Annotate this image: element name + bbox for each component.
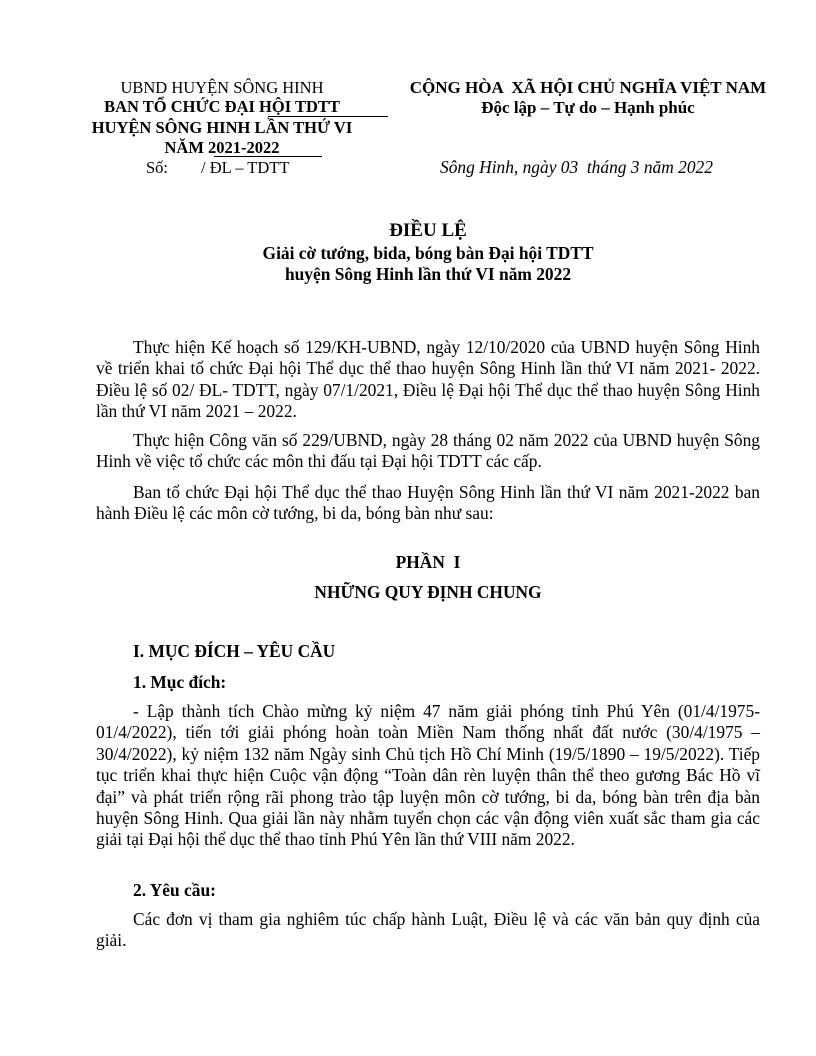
issuer-authority: UBND HUYỆN SÔNG HINH [120,78,324,97]
document-number: Số: / ĐL – TDTT [146,158,290,177]
issuer-term: NĂM 2021-2022 [164,138,280,157]
issuer-underline-2 [214,156,322,157]
place-and-date: Sông Hinh, ngày 03 tháng 3 năm 2022 [440,157,713,177]
intro-paragraph-3: Ban tổ chức Đại hội Thể dục thể thao Huyện Sông Hinh lần thứ VI năm 2021-2022 ban hành Điều lệ các môn cờ tướng, bi da, bóng bàn như sau: [96,482,760,524]
issuer-organization-line2: HUYỆN SÔNG HINH LẦN THỨ VI [91,118,353,137]
purpose-heading: 1. Mục đích: [133,672,227,692]
document-subtitle-line2: huyện Sông Hinh lần thứ VI năm 2022 [284,264,572,284]
part-label: PHẦN I [395,552,461,572]
national-motto: Độc lập – Tự do – Hạnh phúc [481,98,695,117]
intro-paragraph-1: Thực hiện Kế hoạch số 129/KH-UBND, ngày 12/10/2020 của UBND huyện Sông Hinh về triển khai tổ chức Đại hội Thể dục thể thao huyện Sông Hinh lần thứ VI năm 2021- 2022. Điều lệ số 02/ ĐL- TDTT, ngày 07/1/2021, Điều lệ Đại hội Thể dục thể thao huyện Sông Hinh lần thứ VI năm 2021 – 2022. [96,337,760,422]
requirement-heading: 2. Yêu cầu: [133,880,216,900]
requirement-paragraph: Các đơn vị tham gia nghiêm túc chấp hành Luật, Điều lệ và các văn bản quy định của giải. [96,909,760,951]
document-subtitle-line1: Giải cờ tướng, bida, bóng bàn Đại hội TDTT [262,243,594,263]
issuer-underline-1 [268,116,388,117]
issuer-organization: BAN TỔ CHỨC ĐẠI HỘI TDTT [104,97,340,116]
national-title: CỘNG HÒA XÃ HỘI CHỦ NGHĨA VIỆT NAM [409,78,767,97]
part-name: NHỮNG QUY ĐỊNH CHUNG [314,582,542,602]
purpose-paragraph: - Lập thành tích Chào mừng kỷ niệm 47 năm giải phóng tỉnh Phú Yên (01/4/1975-01/4/2022), tiến tới giải phóng hoàn toàn Miền Nam thống nhất đất nước (30/4/1975 – 30/4/2022), kỷ niệm 132 năm Ngày sinh Chủ tịch Hồ Chí Minh (19/5/1890 – 19/5/2022). Tiếp tục triển khai thực hiện Cuộc vận động “Toàn dân rèn luyện thân thể theo gương Bác Hồ vĩ đại” và phát triển rộng rãi phong trào tập luyện môn cờ tướng, bi da, bóng bàn trên địa bàn huyện Sông Hinh. Qua giải lần này nhằm tuyển chọn các vận động viên xuất sắc tham gia các giải tại Đại hội thể dục thể thao tỉnh Phú Yên lần thứ VIII năm 2022. [96,701,760,850]
document-title: ĐIỀU LỆ [389,220,467,241]
section-heading: I. MỤC ĐÍCH – YÊU CẦU [133,641,336,661]
intro-paragraph-2: Thực hiện Công văn số 229/UBND, ngày 28 tháng 02 năm 2022 của UBND huyện Sông Hinh về việc tổ chức các môn thi đấu tại Đại hội TDTT các cấp. [96,430,760,472]
